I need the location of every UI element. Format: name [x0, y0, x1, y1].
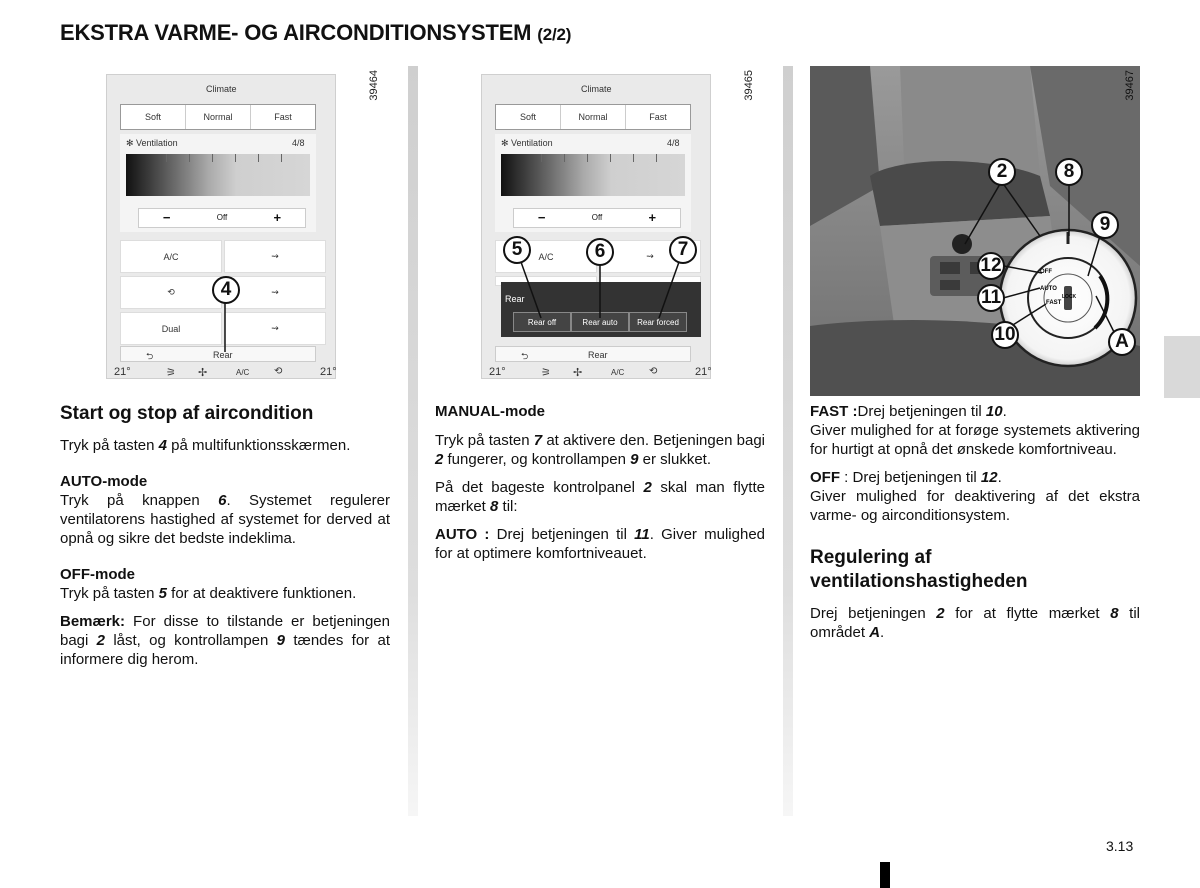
- text: skal man flytte mærket: [435, 479, 765, 515]
- text: Tryk på tasten: [435, 432, 534, 449]
- airflow-icon: ⇝: [271, 323, 279, 333]
- page-title: [60, 20, 571, 46]
- text-column-2: [435, 402, 765, 572]
- minus-button[interactable]: −: [162, 210, 171, 225]
- airflow-icon: ⇝: [271, 287, 279, 297]
- back-icon[interactable]: ⮌: [146, 351, 154, 361]
- callout-5: 5: [503, 236, 531, 264]
- plus-button[interactable]: +: [273, 210, 282, 225]
- callout-9: 9: [1091, 211, 1119, 239]
- text: På det bageste kontrolpanel: [435, 479, 644, 496]
- section-heading: Regulering af ventilationshastigheden: [810, 547, 1028, 592]
- temp-right: 21°: [320, 366, 337, 378]
- ref-number: 7: [533, 432, 543, 449]
- ref-number: 11: [634, 526, 650, 543]
- page-indicator: (2/2): [537, 25, 572, 44]
- callout-7: 7: [669, 236, 697, 264]
- text: Tryk på tasten: [60, 585, 159, 602]
- text: .: [880, 624, 885, 641]
- text: er slukket.: [638, 451, 712, 468]
- text: Drej betjeningen til: [857, 403, 986, 420]
- dial-label-auto: AUTO: [1040, 286, 1057, 292]
- tab-soft[interactable]: Soft: [121, 105, 186, 129]
- text: låst, og kontrollampen: [105, 632, 277, 649]
- label-fast: FAST :: [810, 403, 858, 420]
- text: Tryk på tasten: [60, 437, 159, 454]
- paragraph: [435, 478, 765, 516]
- airflow-icon: ⇝: [646, 251, 654, 261]
- text: For disse to tilstande er betjeningen bagi: [60, 613, 390, 649]
- figure-multifunction-screen-2: [481, 66, 757, 390]
- figure-multifunction-screen-1: [106, 66, 382, 390]
- ref-number: 8: [490, 498, 499, 515]
- text: Giver mulighed for deaktivering af det ekstra varme- og airconditionsystem.: [810, 488, 1140, 524]
- figure-code: 39465: [743, 70, 755, 101]
- paragraph-off: [810, 468, 1140, 525]
- note-label: Bemærk:: [60, 613, 126, 630]
- text: til:: [498, 498, 518, 515]
- recirculation-icon: ⟲: [274, 366, 283, 377]
- rear-auto-button[interactable]: Rear auto: [571, 312, 629, 332]
- ref-number: 10: [985, 403, 1003, 420]
- callout-6: 6: [586, 238, 614, 266]
- subheading-off: OFF-mode: [60, 566, 135, 583]
- callout-12: 12: [977, 252, 1005, 280]
- dial-label-lock: LOCK: [1062, 294, 1077, 300]
- text-column-3: [810, 402, 1140, 651]
- temp-left: 21°: [489, 366, 506, 378]
- paragraph: [60, 436, 390, 455]
- fan-icon: ✢: [573, 367, 583, 379]
- paragraph: [435, 431, 765, 469]
- callout-a: A: [1108, 328, 1136, 356]
- off-button[interactable]: Off: [591, 213, 603, 222]
- paragraph-fast: [810, 402, 1140, 459]
- subheading-manual: MANUAL-mode: [435, 403, 545, 420]
- text: Drej betjeningen til: [489, 526, 635, 543]
- rear-button[interactable]: Rear: [213, 350, 233, 360]
- label-auto: AUTO :: [435, 526, 490, 543]
- text: for at flytte mærket: [944, 605, 1111, 622]
- ref-number: 8: [1110, 605, 1119, 622]
- ref-number: 2: [96, 632, 106, 649]
- tab-normal[interactable]: Normal: [186, 105, 251, 129]
- tab-fast[interactable]: Fast: [274, 112, 292, 122]
- ventilation-label: ✻ Ventilation: [126, 138, 178, 148]
- paragraph: [60, 584, 390, 603]
- ventilation-label: ✻ Ventilation: [501, 138, 553, 148]
- fan-icon: ✢: [198, 367, 208, 379]
- callout-4: 4: [212, 276, 240, 304]
- dual-button[interactable]: Dual: [120, 312, 222, 345]
- ref-number: 4: [158, 437, 167, 454]
- callout-2: 2: [988, 158, 1016, 186]
- figure-rear-console-photo: [810, 66, 1140, 396]
- rear-button[interactable]: Rear: [588, 350, 608, 360]
- plus-button[interactable]: +: [648, 210, 657, 225]
- ref-number: 9: [630, 451, 639, 468]
- ref-number: A: [869, 624, 881, 641]
- callout-line: [106, 66, 382, 390]
- recirculation-icon: ⟲: [649, 366, 658, 377]
- ref-number: 5: [158, 585, 167, 602]
- text: . Giver mulighed for at optimere komfortniveauet.: [435, 526, 765, 562]
- recirculation-icon: ⟲: [167, 287, 175, 297]
- text: Giver mulighed for at forøge systemets aktivering for hurtigt at opnå det ønskede komfortniveau.: [810, 422, 1140, 458]
- rear-off-button[interactable]: Rear off: [513, 312, 571, 332]
- figure-code: 39464: [368, 70, 380, 101]
- text: fungerer, og kontrollampen: [443, 451, 631, 468]
- screen-title: Climate: [206, 84, 237, 94]
- callout-lines: [481, 66, 757, 390]
- screen-title: Climate: [581, 84, 612, 94]
- temp-right: 21°: [695, 366, 712, 378]
- page-title-text: EKSTRA VARME- OG AIRCONDITIONSYSTEM: [60, 20, 532, 45]
- ref-number: 9: [276, 632, 286, 649]
- column-separator: [783, 66, 793, 816]
- text: for at deaktivere funktionen.: [167, 585, 357, 602]
- tab-normal[interactable]: Normal: [561, 105, 626, 129]
- tab-soft[interactable]: Soft: [496, 105, 561, 129]
- ventilation-level: 4/8: [292, 138, 305, 148]
- text: . Systemet regulerer ventilatorens hastighed af systemet for derved at opnå og sikre det bedste indeklima.: [60, 492, 390, 547]
- paragraph: [435, 525, 765, 563]
- text: på multifunktionsskærmen.: [167, 437, 351, 454]
- tab-fast[interactable]: Fast: [649, 112, 667, 122]
- rear-console-illustration: [810, 66, 1140, 396]
- dial-label-fast: FAST: [1046, 300, 1062, 306]
- callout-11: 11: [977, 284, 1005, 312]
- ac-button[interactable]: A/C: [120, 240, 222, 273]
- back-icon[interactable]: ⮌: [521, 351, 529, 361]
- status-ac: A/C: [236, 368, 250, 377]
- ref-number: 2: [643, 479, 652, 496]
- column-separator: [408, 66, 418, 816]
- ref-number: 2: [435, 451, 444, 468]
- text: tændes for at informere dig herom.: [60, 632, 390, 668]
- text: at aktivere den. Betjeningen bagi: [542, 432, 765, 449]
- text: Tryk på knappen: [60, 492, 219, 509]
- paragraph: [810, 604, 1140, 642]
- figure-code: 39467: [1124, 70, 1136, 101]
- section-heading: Start og stop af aircondition: [60, 403, 314, 424]
- rear-popup-title: Rear: [505, 294, 525, 304]
- ref-number: 6: [218, 492, 227, 509]
- text: .: [997, 469, 1002, 486]
- subheading-auto: AUTO-mode: [60, 473, 148, 490]
- note-paragraph: [60, 612, 390, 669]
- page-number: 3.13: [1106, 838, 1134, 854]
- text: Drej betjeningen: [810, 605, 937, 622]
- rear-forced-button[interactable]: Rear forced: [629, 312, 687, 332]
- ref-number: 12: [980, 469, 998, 486]
- seat-heat-icon: ⚞: [541, 367, 551, 379]
- paragraph: [60, 491, 390, 548]
- seat-heat-icon: ⚞: [166, 367, 176, 379]
- airflow-icon: ⇝: [271, 251, 279, 261]
- callout-10: 10: [991, 321, 1019, 349]
- dial-label-off: OFF: [1040, 269, 1052, 275]
- callout-8: 8: [1055, 158, 1083, 186]
- text: til området: [810, 605, 1141, 641]
- text: .: [1002, 403, 1007, 420]
- side-tab-marker: [1164, 336, 1200, 398]
- ventilation-level: 4/8: [667, 138, 680, 148]
- text-column-1: [60, 402, 390, 678]
- minus-button[interactable]: −: [537, 210, 546, 225]
- crop-mark: [880, 862, 890, 888]
- ac-button[interactable]: A/C: [495, 240, 597, 273]
- label-off: OFF: [810, 469, 840, 486]
- temp-left: 21°: [114, 366, 131, 378]
- ref-number: 2: [936, 605, 945, 622]
- off-button[interactable]: Off: [216, 213, 228, 222]
- text: : Drej betjeningen til: [840, 469, 981, 486]
- status-ac: A/C: [611, 368, 625, 377]
